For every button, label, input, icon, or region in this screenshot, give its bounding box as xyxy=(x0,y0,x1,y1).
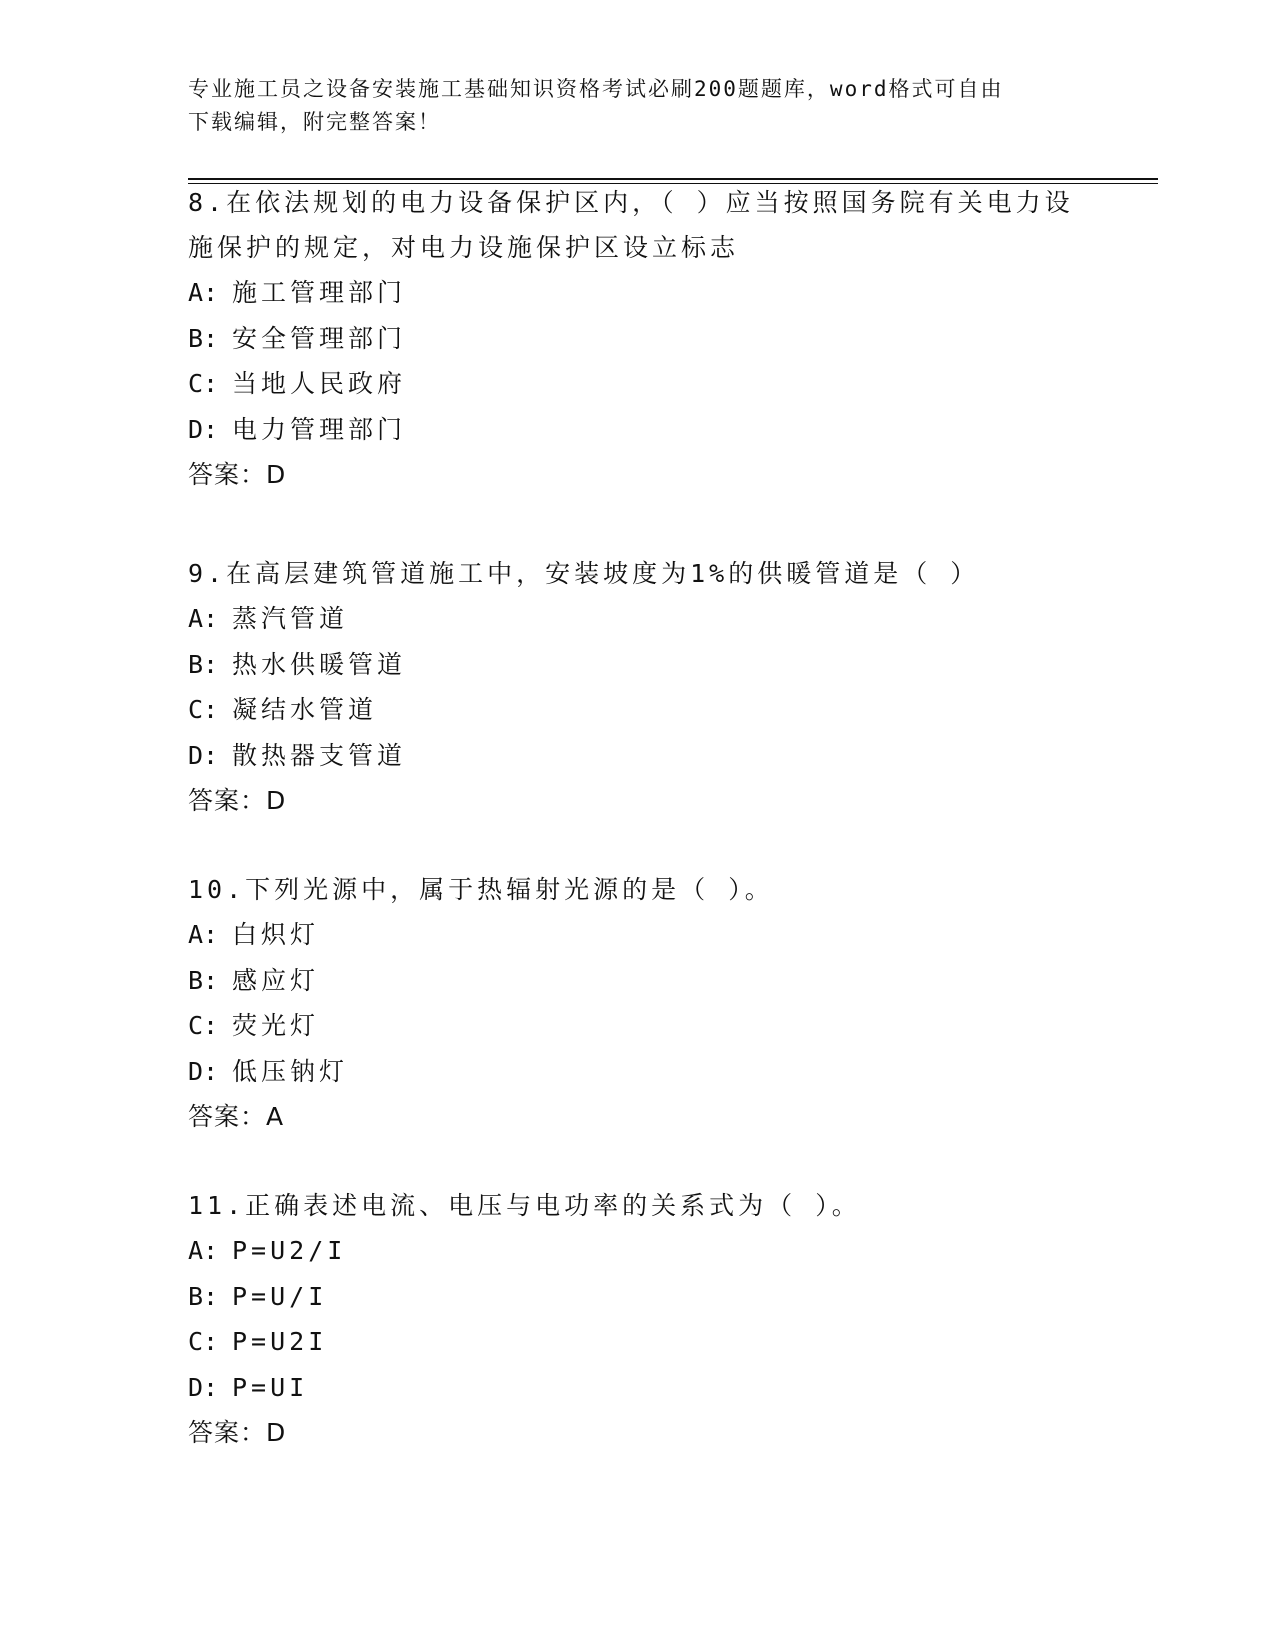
option-text: P=UI xyxy=(232,1372,309,1402)
option-text: 电力管理部门 xyxy=(232,414,407,444)
option-label: C: xyxy=(188,1327,219,1356)
option-text: 白炽灯 xyxy=(232,920,320,949)
option-d xyxy=(188,1365,1088,1411)
option-label: A: xyxy=(188,920,219,949)
question-11 xyxy=(188,1183,1088,1456)
option-text: 安全管理部门 xyxy=(232,323,407,353)
option-a xyxy=(188,912,1088,958)
option-c xyxy=(188,687,1088,733)
option-label: A: xyxy=(188,1236,219,1265)
option-label: C: xyxy=(188,1011,219,1040)
option-label: D: xyxy=(188,414,219,444)
option-label: A: xyxy=(188,604,219,633)
answer-line: 答案：D xyxy=(188,1418,287,1447)
option-d xyxy=(188,733,1088,779)
answer-line: 答案：D xyxy=(188,460,287,489)
answer-line: 答案：D xyxy=(188,786,287,815)
option-label: B: xyxy=(188,965,219,995)
option-text: 低压钠灯 xyxy=(232,1056,349,1086)
question-stem: 8.在依法规划的电力设备保护区内，（ ）应当按照国务院有关电力设 xyxy=(188,188,1074,217)
option-label: D: xyxy=(188,740,219,770)
option-label: B: xyxy=(188,1281,219,1311)
option-text: 感应灯 xyxy=(232,965,320,995)
question-stem-continued: 施保护的规定，对电力设施保护区设立标志 xyxy=(188,233,740,262)
question-10 xyxy=(188,867,1088,1140)
option-c xyxy=(188,1003,1088,1049)
document-header xyxy=(188,73,1088,139)
option-text: P=U2/I xyxy=(232,1236,347,1265)
question-stem: 11.正确表述电流、电压与电功率的关系式为（ ）。 xyxy=(188,1191,861,1220)
option-c xyxy=(188,361,1088,407)
option-text: 热水供暖管道 xyxy=(232,649,407,679)
option-label: C: xyxy=(188,369,219,398)
header-line-2: 下载编辑，附完整答案！ xyxy=(188,110,441,134)
option-a xyxy=(188,596,1088,642)
option-b xyxy=(188,316,1088,362)
option-text: P=U2I xyxy=(232,1327,328,1356)
question-stem: 9.在高层建筑管道施工中，安装坡度为1%的供暖管道是（ ） xyxy=(188,559,980,588)
option-c xyxy=(188,1319,1088,1365)
question-8 xyxy=(188,180,1088,498)
question-stem: 10.下列光源中，属于热辐射光源的是（ ）。 xyxy=(188,875,774,904)
option-d xyxy=(188,407,1088,453)
option-b xyxy=(188,642,1088,688)
option-label: A: xyxy=(188,278,219,307)
answer-line: 答案：A xyxy=(188,1102,285,1131)
option-b xyxy=(188,958,1088,1004)
option-text: 荧光灯 xyxy=(232,1011,320,1040)
option-label: D: xyxy=(188,1372,219,1402)
option-text: P=U/I xyxy=(232,1281,328,1311)
option-label: C: xyxy=(188,695,219,724)
option-text: 蒸汽管道 xyxy=(232,604,349,633)
question-9 xyxy=(188,551,1088,824)
option-text: 凝结水管道 xyxy=(232,695,378,724)
option-a xyxy=(188,270,1088,316)
header-line-1: 专业施工员之设备安装施工基础知识资格考试必刷200题题库，word格式可自由 xyxy=(188,77,1004,101)
option-text: 施工管理部门 xyxy=(232,278,407,307)
option-b xyxy=(188,1274,1088,1320)
option-text: 散热器支管道 xyxy=(232,740,407,770)
option-a xyxy=(188,1228,1088,1274)
option-label: B: xyxy=(188,649,219,679)
option-d xyxy=(188,1049,1088,1095)
option-text: 当地人民政府 xyxy=(232,369,407,398)
option-label: D: xyxy=(188,1056,219,1086)
option-label: B: xyxy=(188,323,219,353)
